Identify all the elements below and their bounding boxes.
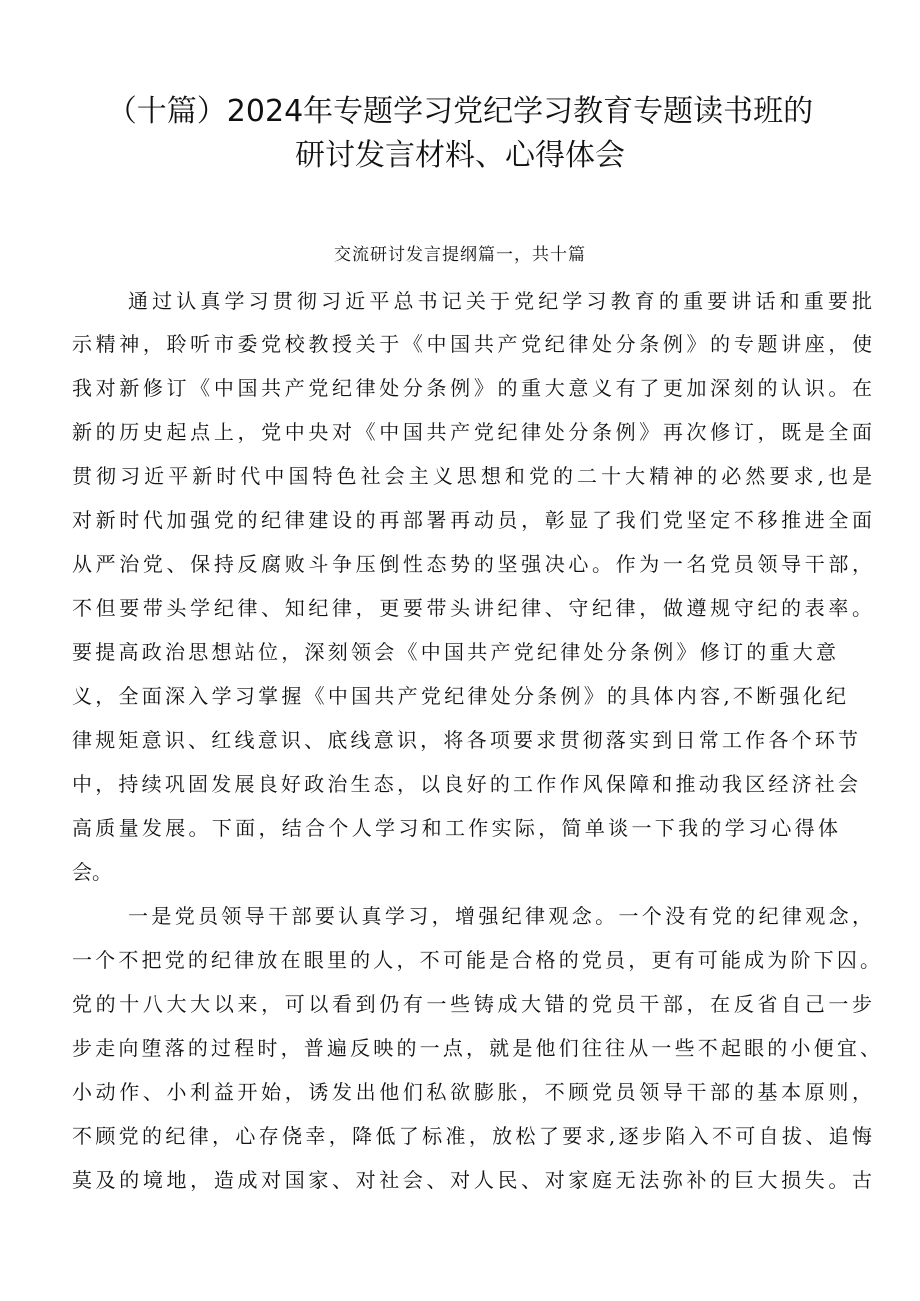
paragraph-line: 高质量发展。下面，结合个人学习和工作实际，简单谈一下我的学习心得体 (72, 816, 838, 840)
paragraph-line: 一是党员领导干部要认真学习，增强纪律观念。一个没有党的纪律观念， (128, 904, 872, 928)
paragraph-line: 党的十八大大以来，可以看到仍有一些铸成大错的党员干部，在反省自己一步 (72, 992, 872, 1016)
paragraph-line: 从严治党、保持反腐败斗争压倒性态势的坚强决心。作为一名党员领导干部， (72, 552, 872, 576)
paragraph-line: 一个不把党的纪律放在眼里的人，不可能是合格的党员，更有可能成为阶下囚。 (72, 948, 880, 972)
section-subtitle: 交流研讨发言提纲篇一，共十篇 (334, 245, 586, 265)
paragraph-line: 新的历史起点上，党中央对《中国共产党纪律处分条例》再次修订，既是全面 (72, 420, 872, 444)
paragraph-line: 中，持续巩固发展良好政治生态，以良好的工作作风保障和推动我区经济社会 (72, 772, 858, 796)
paragraph-line: 我对新修订《中国共产党纪律处分条例》的重大意义有了更加深刻的认识。在 (72, 376, 872, 400)
paragraph-line: 示精神，聆听市委党校教授关于《中国共产党纪律处分条例》的专题讲座，使 (72, 332, 872, 356)
paragraph-line: 要提高政治思想站位，深刻领会《中国共产党纪律处分条例》修订的重大意 (72, 640, 836, 664)
paragraph-line: 不但要带头学纪律、知纪律，更要带头讲纪律、守纪律，做遵规守纪的表率。 (72, 596, 872, 620)
paragraph-line: 会。 (72, 860, 112, 884)
document-title-line-1: （十篇）2024年专题学习党纪学习教育专题读书班的 (106, 94, 814, 129)
paragraph-line: 贯彻习近平新时代中国特色社会主义思想和党的二十大精神的必然要求,也是 (72, 464, 872, 488)
paragraph-line: 通过认真学习贯彻习近平总书记关于党纪学习教育的重要讲话和重要批 (128, 289, 872, 313)
document-title-line-2: 研讨发言材料、心得体会 (295, 138, 625, 173)
paragraph-line: 小动作、小利益开始，诱发出他们私欲膨胀，不顾党员领导干部的基本原则， (72, 1080, 872, 1104)
paragraph-line: 对新时代加强党的纪律建设的再部署再动员，彰显了我们党坚定不移推进全面 (72, 508, 872, 532)
paragraph-line: 步走向堕落的过程时，普遍反映的一点，就是他们往往从一些不起眼的小便宜、 (72, 1036, 880, 1060)
paragraph-line: 义，全面深入学习掌握《中国共产党纪律处分条例》的具体内容,不断强化纪 (72, 684, 846, 708)
paragraph-line: 不顾党的纪律，心存侥幸，降低了标准，放松了要求,逐步陷入不可自拔、追悔 (72, 1124, 872, 1148)
paragraph-line: 莫及的境地，造成对国家、对社会、对人民、对家庭无法弥补的巨大损失。古 (72, 1168, 872, 1192)
paragraph-line: 律规矩意识、红线意识、底线意识，将各项要求贯彻落实到日常工作各个环节 (72, 728, 858, 752)
